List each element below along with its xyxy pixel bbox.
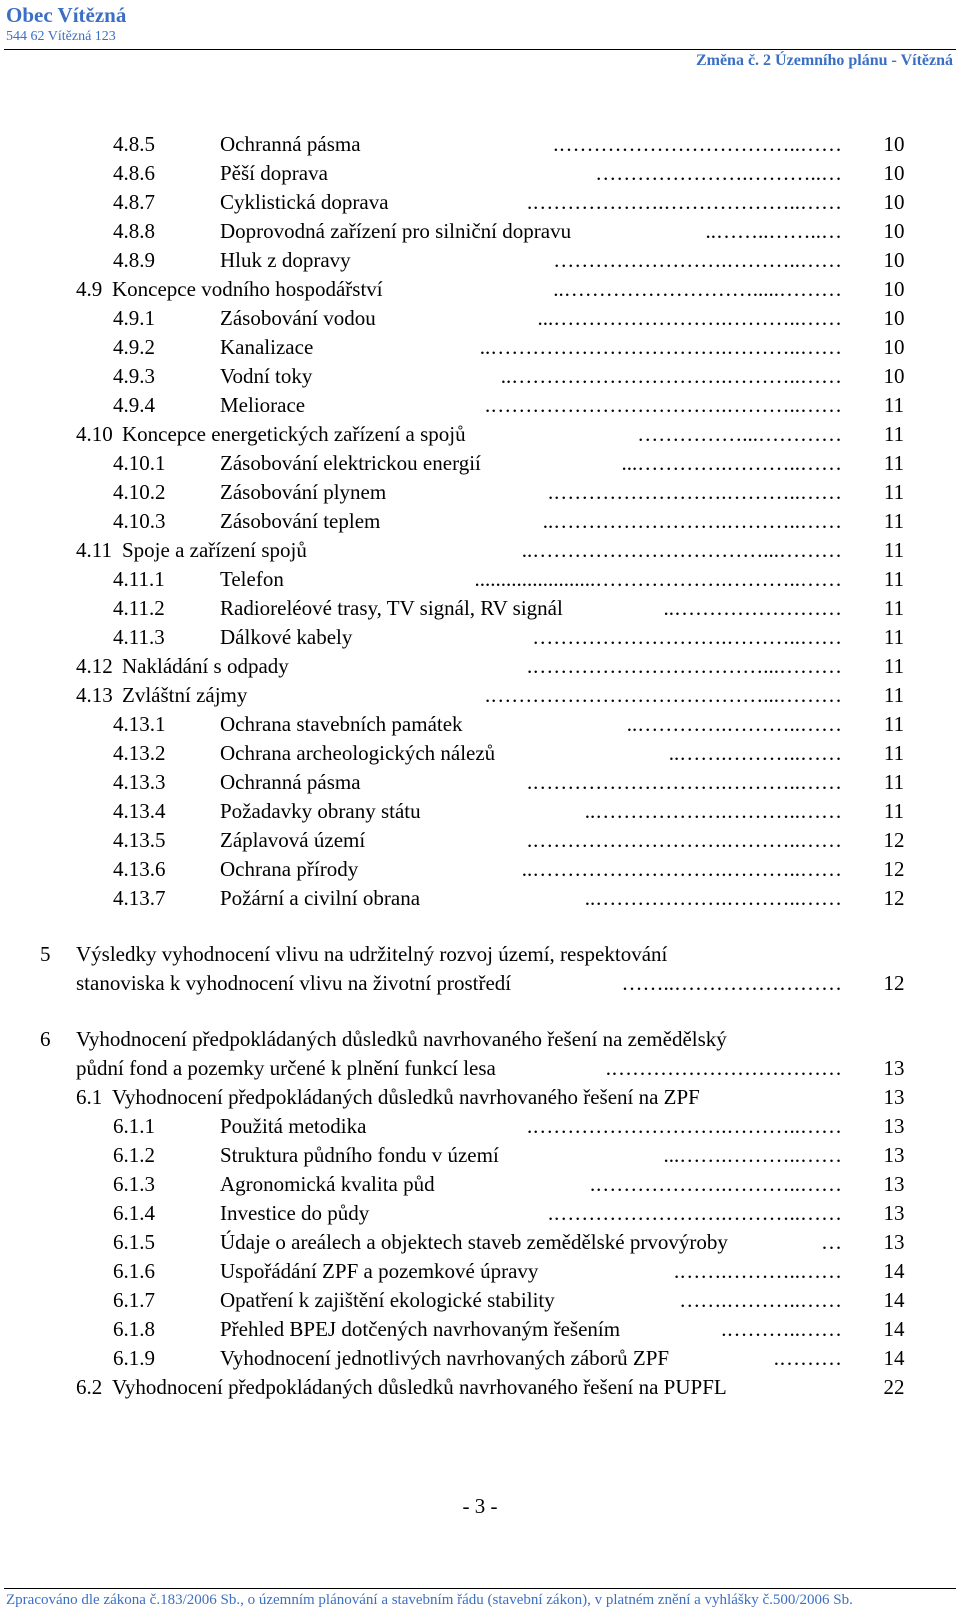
toc-entry-title: Vyhodnocení jednotlivých navrhovaných záborů ZPF: [220, 1346, 670, 1370]
toc-entry-title: Pěší doprava: [220, 161, 328, 185]
toc-entry-title: Ochranná pásma: [220, 132, 361, 156]
page-number: - 3 -: [462, 1494, 498, 1518]
toc-entry[interactable]: [0, 1170, 960, 1199]
toc-entry-page: 10: [883, 161, 905, 185]
toc-entry-title: Zásobování vodou: [220, 306, 376, 330]
toc-entry-title: Požární a civilní obrana: [220, 886, 421, 910]
toc-entry-title: Koncepce energetických zařízení a spojů: [122, 422, 466, 446]
toc-entry-title: Záplavová území: [220, 828, 366, 852]
toc-entry-title: Telefon: [220, 567, 284, 591]
toc-entry-number: 4.13.1: [113, 712, 166, 736]
toc-entry-leader: ……..……….……………….: [590, 1172, 842, 1196]
toc-entry-number: 4.9: [76, 277, 103, 301]
toc-entry-leader: ……..……….…………..: [626, 712, 842, 736]
toc-entry[interactable]: [0, 1373, 960, 1402]
toc-entry-leader: …..……….…………………: [595, 161, 842, 185]
toc-entry[interactable]: [0, 855, 960, 884]
toc-entry-title: Nakládání s odpady: [122, 654, 289, 678]
toc-entry[interactable]: [0, 159, 960, 188]
toc-entry[interactable]: [0, 246, 960, 275]
toc-entry[interactable]: [0, 1344, 960, 1373]
toc-entry-page: 12: [883, 828, 905, 852]
toc-entry-title: půdní fond a pozemky určené k plnění funkcí lesa: [76, 1056, 496, 1080]
toc-entry-number: 4.10.1: [113, 451, 166, 475]
toc-entry-leader: ……..……….……...: [663, 1143, 842, 1167]
toc-entry-number: 4.8.9: [113, 248, 155, 272]
toc-entry-page: 10: [883, 335, 905, 359]
toc-entry[interactable]: [0, 217, 960, 246]
toc-entry-number: 6: [40, 1027, 51, 1051]
toc-entry-page: 11: [883, 683, 905, 707]
toc-entry-page: 11: [883, 422, 905, 446]
toc-entry-title: Zásobování plynem: [220, 480, 387, 504]
toc-entry-title: Vodní toky: [220, 364, 313, 388]
toc-entry[interactable]: [0, 130, 960, 159]
toc-entry-page: 12: [883, 857, 905, 881]
toc-entry[interactable]: [0, 884, 960, 913]
toc-entry-leader: ……..……….……………………..: [542, 509, 842, 533]
toc-entry-page: 10: [883, 248, 905, 272]
table-of-contents: [0, 130, 960, 1402]
toc-entry-title: Kanalizace: [220, 335, 314, 359]
toc-entry-leader: ……..……….………………………: [532, 625, 842, 649]
toc-entry-number: 6.1.5: [113, 1230, 155, 1254]
toc-entry[interactable]: [0, 826, 960, 855]
toc-entry[interactable]: [0, 1199, 960, 1228]
toc-entry[interactable]: [0, 652, 960, 681]
toc-entry-page: 11: [883, 567, 905, 591]
toc-entry-title: Ochranná pásma: [220, 770, 361, 794]
toc-entry-number: 4.8.6: [113, 161, 155, 185]
toc-entry[interactable]: [0, 623, 960, 652]
toc-entry-page: 11: [883, 770, 905, 794]
toc-entry-leader: …………...……………: [637, 422, 842, 446]
toc-entry[interactable]: [0, 1315, 960, 1344]
toc-entry-leader: ……..……….……..: [668, 741, 842, 765]
toc-entry[interactable]: [0, 275, 960, 304]
toc-entry-title: Ochrana stavebních památek: [220, 712, 463, 736]
toc-entry-leader: ……..……….……: [679, 1288, 842, 1312]
toc-entry-number: 6.1.7: [113, 1288, 155, 1312]
toc-entry[interactable]: [0, 1025, 960, 1054]
toc-entry-leader: ……..……….……………………: [553, 248, 842, 272]
toc-entry-page: 11: [883, 538, 905, 562]
toc-entry-leader: ……..……….………………..: [584, 886, 842, 910]
toc-entry-title: Agronomická kvalita půd: [220, 1172, 435, 1196]
toc-entry-leader: ……..……….……………………….: [527, 828, 842, 852]
header-document-title: Změna č. 2 Územního plánu - Vítězná: [695, 52, 953, 69]
toc-entry-leader: ……..……….……………………….: [527, 770, 842, 794]
toc-entry-leader: ………...………………………………….: [485, 683, 842, 707]
footer-rule: [4, 1588, 956, 1589]
toc-entry-title: Ochrana přírody: [220, 857, 359, 881]
toc-entry-leader: ……..……………….……………….: [527, 190, 842, 214]
toc-entry-page: 10: [883, 364, 905, 388]
toc-entry-number: 6.1.6: [113, 1259, 155, 1283]
toc-entry-title: Uspořádání ZPF a pozemkové úpravy: [220, 1259, 539, 1283]
toc-entry-leader: ……..……….…………………………..: [500, 364, 842, 388]
toc-entry-leader: ……..……….………………………..: [521, 857, 842, 881]
toc-entry[interactable]: [0, 969, 960, 998]
toc-entry-page: 10: [883, 190, 905, 214]
toc-entry-page: 11: [883, 654, 905, 678]
toc-entry-page: 13: [883, 1201, 905, 1225]
toc-entry-number: 4.11.3: [113, 625, 165, 649]
toc-entry-page: 11: [883, 393, 905, 417]
toc-entry-leader: ……..……….…………...: [621, 451, 842, 475]
toc-entry-number: 4.11: [76, 538, 112, 562]
toc-entry[interactable]: [0, 449, 960, 478]
toc-entry-title: Spoje a zařízení spojů: [122, 538, 307, 562]
toc-entry[interactable]: [0, 507, 960, 536]
toc-entry-number: 5: [40, 942, 51, 966]
toc-entry[interactable]: [0, 1112, 960, 1141]
toc-entry-leader: ……..……….……………………….: [527, 1114, 842, 1138]
toc-entry[interactable]: [0, 478, 960, 507]
toc-entry[interactable]: [0, 594, 960, 623]
toc-entry-number: 4.9.3: [113, 364, 155, 388]
toc-entry-title: Přehled BPEJ dotčených navrhovaným řešením: [220, 1317, 621, 1341]
toc-entry-number: 4.12: [76, 654, 113, 678]
toc-entry-number: 4.8.8: [113, 219, 155, 243]
toc-entry-number: 4.9.2: [113, 335, 155, 359]
toc-entry-title: Doprovodná zařízení pro silniční dopravu: [220, 219, 572, 243]
toc-entry-leader: ……..……….……………….......................: [474, 567, 842, 591]
toc-entry[interactable]: [0, 391, 960, 420]
toc-entry-number: 4.8.5: [113, 132, 155, 156]
toc-entry[interactable]: [0, 1228, 960, 1257]
toc-entry[interactable]: [0, 1141, 960, 1170]
toc-entry[interactable]: [0, 1286, 960, 1315]
toc-entry-number: 4.10: [76, 422, 113, 446]
toc-entry-number: 4.10.2: [113, 480, 166, 504]
toc-entry-page: 10: [883, 132, 905, 156]
toc-entry-title: Dálkové kabely: [220, 625, 353, 649]
toc-entry-title: Požadavky obrany státu: [220, 799, 421, 823]
toc-entry-page: 11: [883, 741, 905, 765]
toc-entry-number: 4.13.6: [113, 857, 166, 881]
toc-entry-leader: …: [821, 1230, 842, 1254]
toc-entry[interactable]: [0, 710, 960, 739]
toc-entry-number: 6.1: [76, 1085, 103, 1109]
toc-entry-page: 12: [883, 886, 905, 910]
toc-entry[interactable]: [0, 797, 960, 826]
toc-entry-title: Struktura půdního fondu v území: [220, 1143, 499, 1167]
toc-entry-page: 13: [883, 1172, 905, 1196]
toc-entry-leader: ……….: [773, 1346, 842, 1370]
toc-entry-title: Radioreléové trasy, TV signál, RV signál: [220, 596, 563, 620]
toc-entry-page: 11: [883, 799, 905, 823]
toc-entry-title: Údaje o areálech a objektech staveb zemědělské prvovýroby: [220, 1230, 728, 1254]
toc-entry-page: 11: [883, 625, 905, 649]
toc-entry-number: 4.13.4: [113, 799, 166, 823]
toc-entry-number: 6.1.4: [113, 1201, 155, 1225]
toc-entry[interactable]: [0, 565, 960, 594]
toc-entry-title: Zásobování teplem: [220, 509, 381, 533]
toc-entry-title: stanoviska k vyhodnocení vlivu na životní prostředí: [76, 971, 512, 995]
toc-entry-number: 6.1.8: [113, 1317, 155, 1341]
toc-entry[interactable]: [0, 1257, 960, 1286]
toc-entry-leader: ………...…………………………….: [527, 654, 842, 678]
toc-entry-page: 10: [883, 306, 905, 330]
toc-entry-page: 10: [883, 219, 905, 243]
toc-entry-page: 11: [883, 480, 905, 504]
toc-entry-page: 13: [883, 1085, 905, 1109]
toc-entry-leader: ………...……………………………..: [521, 538, 842, 562]
toc-entry[interactable]: [0, 188, 960, 217]
toc-entry[interactable]: [0, 768, 960, 797]
toc-entry-page: 13: [883, 1143, 905, 1167]
toc-entry-title: Koncepce vodního hospodářství: [112, 277, 383, 301]
toc-entry-number: 6.1.3: [113, 1172, 155, 1196]
toc-entry-leader: ……..…………………………….: [553, 132, 842, 156]
toc-entry-title: Vyhodnocení předpokládaných důsledků navrhovaného řešení na PUPFL: [112, 1375, 727, 1399]
toc-entry-number: 4.13.5: [113, 828, 166, 852]
toc-entry-leader: ……..……….…………………….: [548, 1201, 842, 1225]
toc-entry-title: Použitá metodika: [220, 1114, 367, 1138]
toc-entry[interactable]: [0, 304, 960, 333]
toc-entry-title: Meliorace: [220, 393, 306, 417]
header-rule: [4, 49, 956, 50]
toc-entry-page: 14: [883, 1346, 905, 1370]
toc-gap: [0, 998, 960, 1025]
toc-entry-page: 11: [883, 596, 905, 620]
toc-entry-page: 11: [883, 509, 905, 533]
toc-entry-number: 6.2: [76, 1375, 103, 1399]
header-address: 544 62 Vítězná 123: [6, 29, 116, 44]
toc-entry-number: 4.11.1: [113, 567, 165, 591]
toc-entry-leader: ……….....………………………..: [553, 277, 842, 301]
toc-entry-page: 14: [883, 1259, 905, 1283]
toc-entry-leader: ……..……….……………………………..: [479, 335, 842, 359]
toc-entry-title: Vyhodnocení předpokládaných důsledků navrhovaného řešení na ZPF: [112, 1085, 700, 1109]
toc-entry[interactable]: [0, 333, 960, 362]
toc-entry-number: 4.9.4: [113, 393, 155, 417]
toc-entry-number: 4.13.7: [113, 886, 166, 910]
toc-entry-leader: ……..……….……………………...: [537, 306, 842, 330]
toc-entry-leader: ……..……….…….: [674, 1259, 842, 1283]
toc-entry-leader: ……………………..……: [621, 971, 842, 995]
toc-entry-leader: ……..……….…………………….: [548, 480, 842, 504]
toc-entry[interactable]: [0, 1054, 960, 1083]
toc-entry-leader: ……..……….………………..: [584, 799, 842, 823]
toc-entry-number: 4.10.3: [113, 509, 166, 533]
toc-entry-leader: …………………………….: [605, 1056, 842, 1080]
toc-gap: [0, 913, 960, 940]
toc-entry-title: Výsledky vyhodnocení vlivu na udržitelný rozvoj území, respektování: [76, 942, 668, 966]
toc-entry-number: 4.13.3: [113, 770, 166, 794]
toc-entry-page: 10: [883, 277, 905, 301]
toc-entry-number: 6.1.9: [113, 1346, 155, 1370]
toc-entry-leader: ……..……….…………………………….: [485, 393, 842, 417]
toc-entry-number: 4.9.1: [113, 306, 155, 330]
toc-entry[interactable]: [0, 940, 960, 969]
footer-note: Zpracováno dle zákona č.183/2006 Sb., o územním plánování a stavebním řádu (stavební zákon), v platném znění a vyhlášky č.500/2006 Sb.: [6, 1592, 853, 1608]
toc-entry[interactable]: [0, 362, 960, 391]
toc-entry-page: 13: [883, 1056, 905, 1080]
header-organization: Obec Vítězná: [6, 3, 127, 27]
toc-entry-number: 4.11.2: [113, 596, 165, 620]
toc-entry-number: 6.1.2: [113, 1143, 155, 1167]
toc-entry[interactable]: [0, 1083, 960, 1112]
toc-entry-leader: …..……..……..: [705, 219, 842, 243]
toc-entry-title: Vyhodnocení předpokládaných důsledků navrhovaného řešení na zemědělský: [76, 1027, 727, 1051]
toc-entry-title: Zvláštní zájmy: [122, 683, 248, 707]
toc-entry-leader: ……..……….: [721, 1317, 842, 1341]
toc-entry-page: 14: [883, 1288, 905, 1312]
toc-entry-number: 6.1.1: [113, 1114, 155, 1138]
toc-entry-number: 4.13.2: [113, 741, 166, 765]
toc-entry-title: Investice do půdy: [220, 1201, 370, 1225]
toc-entry-number: 4.8.7: [113, 190, 155, 214]
toc-entry[interactable]: [0, 739, 960, 768]
toc-entry-title: Ochrana archeologických nálezů: [220, 741, 496, 765]
toc-entry-page: 12: [883, 971, 905, 995]
toc-entry[interactable]: [0, 536, 960, 565]
toc-entry-leader: ……………………..: [663, 596, 842, 620]
toc-entry-page: 13: [883, 1230, 905, 1254]
toc-entry-page: 13: [883, 1114, 905, 1138]
toc-entry-title: Opatření k zajištění ekologické stability: [220, 1288, 555, 1312]
toc-entry-page: 22: [883, 1375, 905, 1399]
toc-entry-number: 4.13: [76, 683, 113, 707]
toc-entry-title: Hluk z dopravy: [220, 248, 351, 272]
toc-entry[interactable]: [0, 420, 960, 449]
toc-entry-title: Cyklistická doprava: [220, 190, 389, 214]
toc-entry[interactable]: [0, 681, 960, 710]
toc-entry-page: 14: [883, 1317, 905, 1341]
toc-entry-page: 11: [883, 712, 905, 736]
toc-entry-page: 11: [883, 451, 905, 475]
toc-entry-title: Zásobování elektrickou energií: [220, 451, 481, 475]
